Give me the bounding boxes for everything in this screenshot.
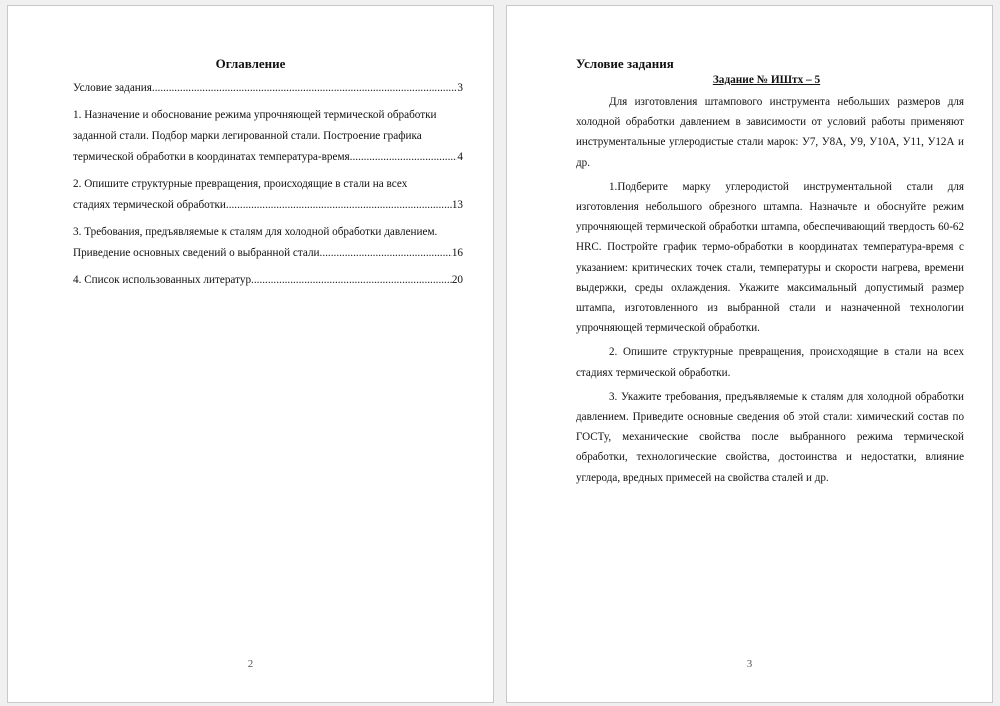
task-subheading: Задание № ИШтх – 5 [712,74,821,86]
toc-page-number: 4 [457,151,463,163]
toc-entry-text: 3. Требования, предъявляемые к сталям для холодной обработки давлением. [73,226,438,238]
table-of-contents [73,78,463,297]
toc-entry-text: 1. Назначение и обоснование режима упрочняющей термической обработки [73,109,437,121]
toc-leader [152,78,457,99]
toc-leader [229,195,452,216]
task-body [576,92,964,492]
toc-entry-text: заданной стали. Подбор марки легированной стали. Построение графика [73,130,422,142]
page-right [506,5,993,703]
toc-entry-text: Приведение основных сведений о выбранной стали [73,247,320,259]
toc-page-number: 3 [457,82,463,94]
toc-entry-3[interactable] [73,222,463,264]
toc-page-number: 13 [451,199,463,211]
toc-page-number: 20 [451,274,463,286]
task-paragraph: 2. Опишите структурные превращения, происходящие в стали на всех стадиях термической обработки. [576,346,964,379]
section-heading: Условие задания [576,56,674,71]
toc-entry-text: 4. Список использованных литератур [73,274,252,286]
page-number: 2 [247,658,254,670]
toc-title: Оглавление [215,56,286,71]
toc-entry-1[interactable] [73,105,463,168]
toc-entry-text: Условие задания [73,82,152,94]
toc-leader [251,270,452,291]
toc-entry-text: стадиях термической обработки. [73,199,229,211]
toc-page-number: 16 [451,247,463,259]
toc-leader [320,243,452,264]
page-number: 3 [746,658,753,670]
toc-entry-text: термической обработки в координатах температура-время. [73,151,353,163]
page-left [7,5,494,703]
toc-entry-4[interactable] [73,270,463,291]
toc-entry-2[interactable] [73,174,463,216]
toc-entry-0[interactable] [73,78,463,99]
task-paragraph: Для изготовления штампового инструмента небольших размеров для холодной обработки давлением в зависимости от условий работы применяют инструментальные углеродистые стали марок: У7, У8А, У9, У10А, У11, У12А и др. [576,96,964,169]
task-paragraph: 3. Укажите требования, предъявляемые к сталям для холодной обработки давлением. Приведите основные сведения об этой стали: химический состав по ГОСТу, механические свойства после выбранного режима термической обработки, технологические свойства, достоинства и недостатки, влияние углерода, вредных примесей на свойства сталей и др. [576,390,964,484]
task-paragraph: 1.Подберите марку углеродистой инструментальной стали для изготовления небольшого обрезного штампа. Назначьте и обоснуйте режим упрочняющей термической обработки штампа, обеспечивающий твердость 60-62 HRC. Постройте график термо-обработки в координатах температура-время с указанием: критических точек стали, температуры и скорости нагрева, времени выдержки, среды охлаждения. Укажите максимальный допустимый размер штампа, изготовленного из выбранной стали и назначенной технологии упрочняющей термической обработки. [576,180,964,335]
toc-entry-text: 2. Опишите структурные превращения, происходящие в стали на всех [73,178,408,190]
toc-leader [352,147,457,168]
